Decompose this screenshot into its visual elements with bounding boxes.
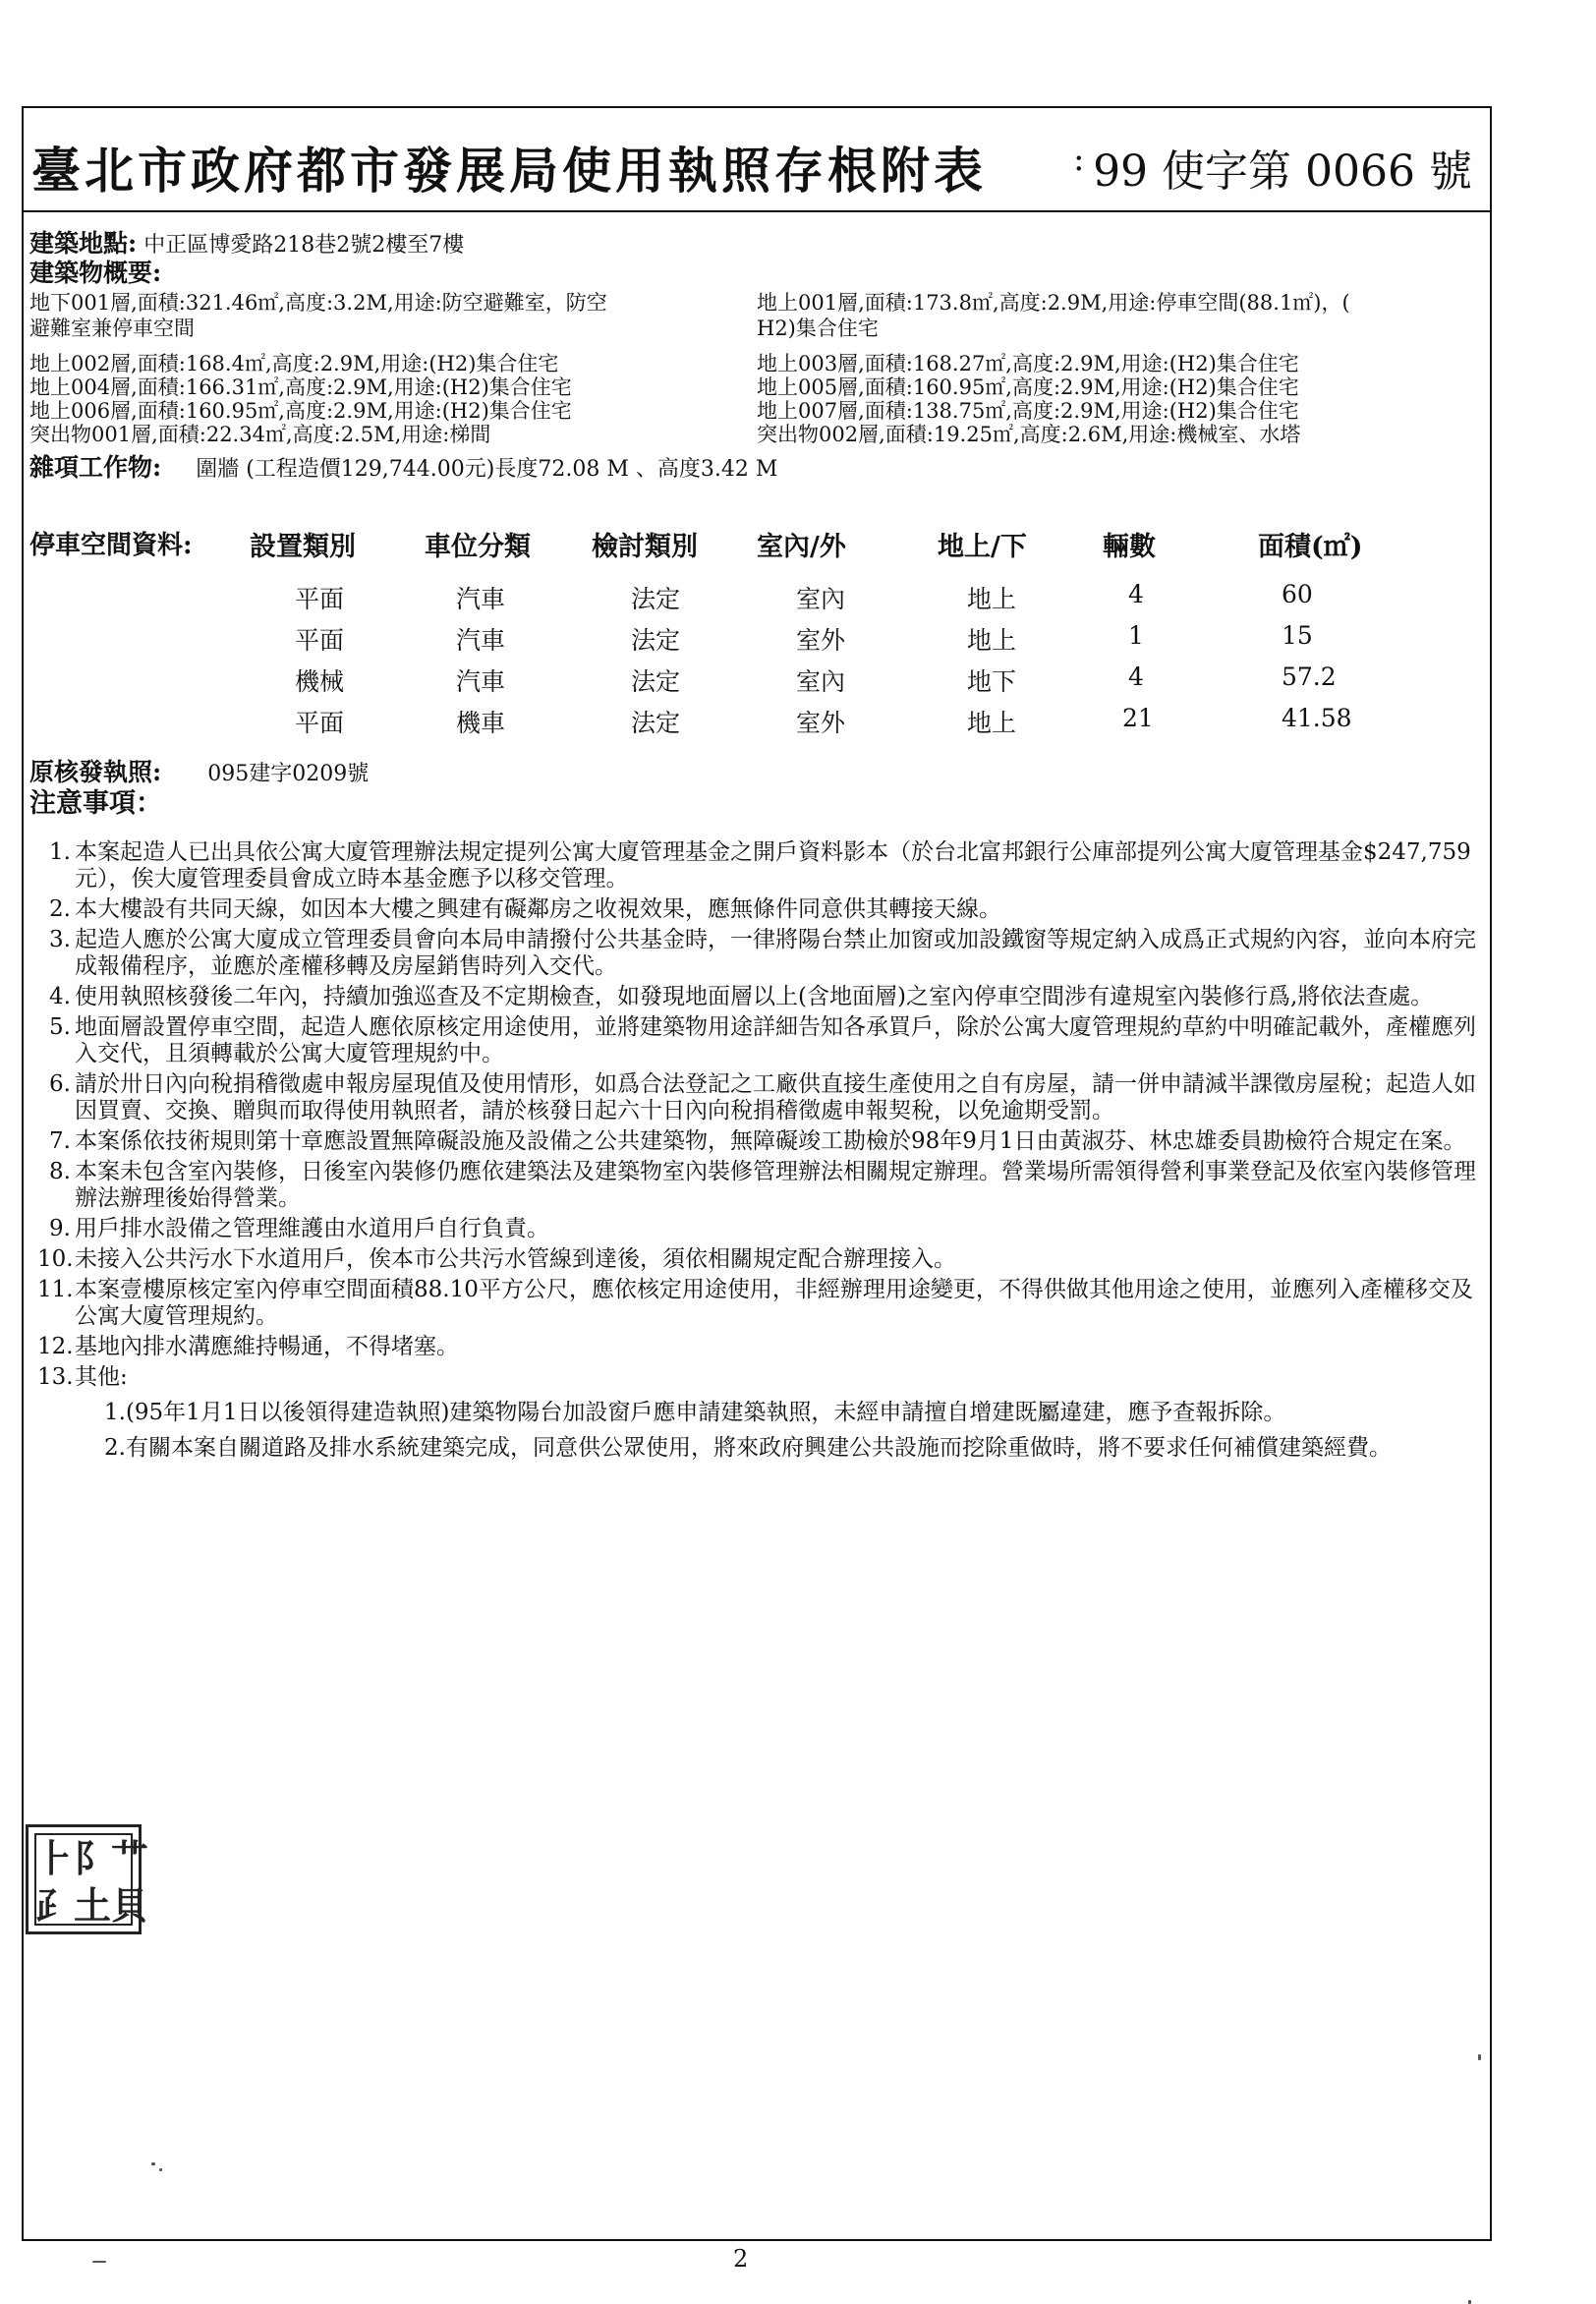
note-text: 使用執照核發後二年內，持續加強巡查及不定期檢查，如發現地面層以上(含地面層)之室內停車空間涉有違規室內裝修行爲,將依法查處。 [75, 984, 1434, 1009]
note-item [37, 1364, 1480, 1391]
parking-header-area: 面積(㎡) [1258, 532, 1363, 562]
note-text: 未接入公共污水下水道用戶，俟本市公共污水管線到達後，須依相關規定配合辦理接入。 [75, 1246, 956, 1272]
parking-header-count: 輛數 [1103, 532, 1156, 562]
parking-cell: 21 [1122, 704, 1154, 732]
other-item: 1.(95年1月1日以後領得建造執照)建築物陽台加設窗戶應申請建築執照，未經申請擅自增建既屬違建，應予查報拆除。 [104, 1400, 1286, 1425]
note-number: 11. [37, 1277, 74, 1302]
parking-cell: 室外 [796, 709, 846, 737]
original-permit-line [29, 758, 370, 786]
parking-header-review: 檢討類別 [592, 532, 698, 562]
title-colon: : [1073, 140, 1085, 179]
overview-f2: 地上002層,面積:168.4㎡,高度:2.9M,用途:(H2)集合住宅 [29, 352, 559, 375]
parking-cell: 平面 [295, 585, 345, 613]
parking-header-indoor: 室內/外 [757, 532, 846, 562]
note-item [45, 927, 1480, 980]
overview-f3: 地上003層,面積:168.27㎡,高度:2.9M,用途:(H2)集合住宅 [757, 352, 1299, 375]
parking-cell: 地上 [967, 709, 1017, 737]
overview-f7: 地上007層,面積:138.75㎡,高度:2.9M,用途:(H2)集合住宅 [757, 399, 1299, 423]
overview-f1-line2: H2)集合住宅 [757, 317, 879, 340]
note-text: 本大樓設有共同天線，如因本大樓之興建有礙鄰房之收視效果，應無條件同意供其轉接天線。 [75, 896, 1001, 922]
note-number: 7. [49, 1128, 71, 1154]
parking-header-category: 車位分類 [425, 532, 531, 562]
notes-label: 注意事項： [29, 788, 162, 819]
note-text: 本案壹樓原核定室內停車空間面積88.10平方公尺，應依核定用途使用，非經辦理用途變更，不得供做其他用途之使用，並應列入產權移交及公寓大廈管理規約。 [75, 1277, 1473, 1329]
note-item [45, 1216, 1480, 1242]
permit-number: 99 使字第 0066 號 [1093, 146, 1472, 197]
overview-f5: 地上005層,面積:160.95㎡,高度:2.9M,用途:(H2)集合住宅 [757, 375, 1299, 399]
parking-cell: 汽車 [456, 667, 506, 696]
note-number: 10. [37, 1246, 74, 1272]
note-item [45, 839, 1480, 893]
parking-cell: 57.2 [1282, 662, 1337, 691]
note-text: 本案未包含室內裝修，日後室內裝修仍應依建築法及建築物室內裝修管理辦法相關規定辦理。營業場所需領得營利事業登記及依室內裝修管理辦法辦理後始得營業。 [75, 1159, 1476, 1211]
note-text: 其他: [75, 1364, 128, 1390]
note-number: 13. [37, 1364, 74, 1390]
misc-works-value: 圍牆 (工程造價129,744.00元)長度72.08 M 、高度3.42 M [196, 457, 778, 482]
parking-cell: 汽車 [456, 626, 506, 655]
parking-header-type: 設置類別 [250, 532, 356, 562]
parking-cell: 地上 [967, 626, 1017, 655]
misc-works-label: 雜項工作物: [29, 453, 162, 482]
notes-list [37, 839, 1480, 1462]
parking-cell: 平面 [295, 626, 345, 655]
overview-b1-line2: 避難室兼停車空間 [29, 317, 195, 340]
parking-cell: 機車 [456, 709, 506, 737]
note-number: 1. [49, 839, 71, 865]
note-item [45, 984, 1480, 1010]
note-number: 2. [49, 896, 71, 922]
overview-f1-line1: 地上001層,面積:173.8㎡,高度:2.9M,用途:停車空間(88.1㎡)，( [757, 291, 1350, 315]
parking-cell: 地下 [967, 667, 1017, 696]
parking-cell: 室內 [796, 667, 846, 696]
note-text: 請於卅日內向稅捐稽徵處申報房屋現值及使用情形，如爲合法登記之工廠供直接生產使用之自有房屋，請一併申請減半課徵房屋稅；起造人如因買賣、交換、贈與而取得使用執照者，請於核發日起六十日內向稅捐稽徵處申報契稅，以免逾期受罰。 [75, 1071, 1476, 1123]
parking-label: 停車空間資料: [29, 531, 193, 560]
note-text: 地面層設置停車空間，起造人應依原核定用途使用，並將建築物用途詳細告知各承買戶，除於公寓大廈管理規約草約中明確記載外，產權應列入交代，且須轉載於公寓大廈管理規約中。 [75, 1014, 1476, 1066]
note-text: 基地內排水溝應維持暢通，不得堵塞。 [75, 1334, 459, 1359]
parking-cell: 法定 [631, 626, 681, 655]
parking-header-level: 地上/下 [938, 532, 1027, 562]
original-permit-value: 095建字0209號 [207, 762, 370, 786]
note-number: 3. [49, 927, 71, 952]
note-item [45, 896, 1480, 923]
document-frame [22, 106, 1492, 2241]
note-number: 9. [49, 1216, 71, 1241]
misc-works-line [29, 453, 778, 482]
parking-cell: 地上 [967, 585, 1017, 613]
note-number: 8. [49, 1159, 71, 1184]
note-number: 4. [49, 984, 71, 1009]
location-label: 建築地點: [29, 229, 138, 258]
note-item [45, 1159, 1480, 1212]
note-number: 6. [49, 1071, 71, 1097]
location-value: 中正區博愛路218巷2號2樓至7樓 [143, 233, 465, 258]
overview-r1: 突出物001層,面積:22.34㎡,高度:2.5M,用途:梯間 [29, 423, 491, 446]
note-number: 5. [49, 1014, 71, 1040]
note-item [45, 1014, 1480, 1067]
note-text: 起造人應於公寓大廈成立管理委員會向本局申請撥付公共基金時，一律將陽台禁止加窗或加設鐵窗等規定納入成爲正式規約內容，並向本府完成報備程序，並應於產權移轉及房屋銷售時列入交代。 [75, 927, 1476, 979]
original-permit-label: 原核發執照: [29, 758, 162, 786]
parking-cell: 法定 [631, 585, 681, 613]
note-item [45, 1128, 1480, 1155]
page-number: 2 [733, 2245, 749, 2273]
parking-cell: 1 [1128, 621, 1144, 650]
note-text: 用戶排水設備之管理維護由水道用戶自行負責。 [75, 1216, 549, 1241]
parking-cell: 室內 [796, 585, 846, 613]
overview-r2: 突出物002層,面積:19.25㎡,高度:2.6M,用途:機械室、水塔 [757, 423, 1301, 446]
overview-label: 建築物概要: [29, 259, 162, 287]
note-item [45, 1071, 1480, 1124]
other-item: 2.有關本案自關道路及排水系統建築完成，同意供公眾使用，將來政府興建公共設施而挖除重做時，將不要求任何補償建築經費。 [104, 1435, 1392, 1461]
seal-inner: ⺊ ⻖ ⺾ ⺪ ⼟ ⾙ [34, 1833, 133, 1926]
official-seal-stamp [26, 1824, 149, 1934]
note-number: 12. [37, 1334, 74, 1359]
parking-cell: 法定 [631, 667, 681, 696]
overview-f6: 地上006層,面積:160.95㎡,高度:2.9M,用途:(H2)集合住宅 [29, 399, 572, 423]
document-title: 臺北市政府都市發展局使用執照存根附表 [31, 142, 987, 200]
parking-cell: 法定 [631, 709, 681, 737]
parking-cell: 機械 [295, 667, 345, 696]
parking-cell: 汽車 [456, 585, 506, 613]
note-text: 本案起造人已出具依公寓大廈管理辦法規定提列公寓大廈管理基金之開戶資料影本（於台北富邦銀行公庫部提列公寓大廈管理基金$247,759元），俟大廈管理委員會成立時本基金應予以移交管理。 [75, 839, 1471, 892]
title-row [24, 108, 1490, 212]
note-text: 本案係依技術規則第十章應設置無障礙設施及設備之公共建築物，無障礙竣工勘檢於98年9月1日由黃淑芬、林忠雄委員勘檢符合規定在案。 [75, 1128, 1466, 1154]
parking-cell: 平面 [295, 709, 345, 737]
overview-b1-line1: 地下001層,面積:321.46㎡,高度:3.2M,用途:防空避難室，防空 [29, 291, 607, 315]
parking-cell: 4 [1128, 580, 1144, 608]
parking-cell: 15 [1282, 621, 1313, 650]
note-item [37, 1277, 1480, 1330]
note-item [37, 1334, 1480, 1360]
parking-cell: 室外 [796, 626, 846, 655]
parking-cell: 41.58 [1282, 704, 1352, 732]
overview-f4: 地上004層,面積:166.31㎡,高度:2.9M,用途:(H2)集合住宅 [29, 375, 572, 399]
parking-cell: 4 [1128, 662, 1144, 691]
parking-cell: 60 [1282, 580, 1313, 608]
note-item [37, 1246, 1480, 1273]
location-line [29, 229, 465, 258]
